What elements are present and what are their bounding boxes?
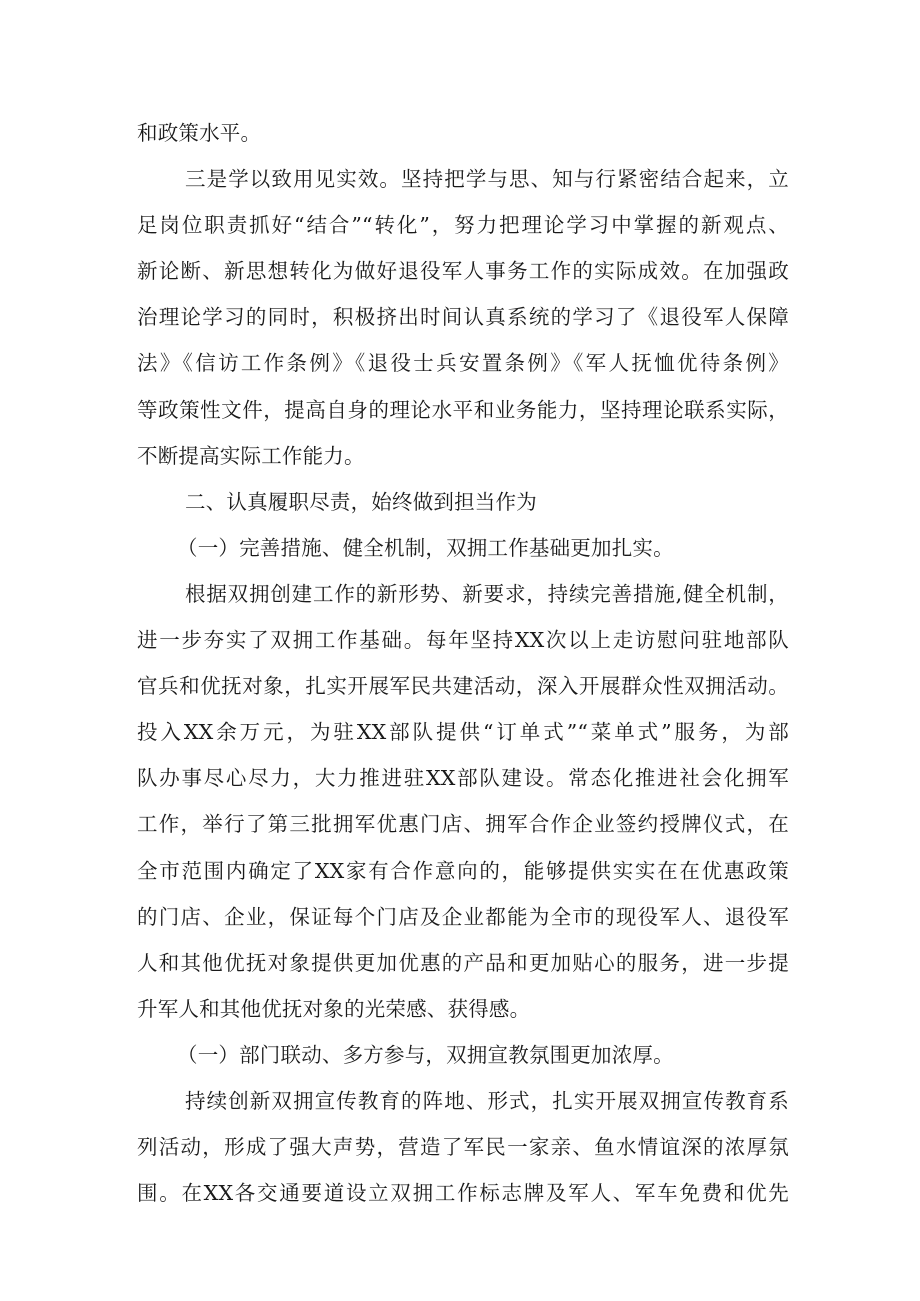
text-line: 持续创新双拥宣传教育的阵地、形式，扎实开展双拥宣传教育系: [185, 1088, 789, 1113]
text-line: 工作，举行了第三批拥军优惠门店、拥军合作企业签约授牌仪式，在: [137, 812, 789, 837]
text-line: 不断提高实际工作能力。: [137, 443, 365, 468]
text-line: 队办事尽心尽力，大力推进驻XX部队建设。常态化推进社会化拥军: [137, 766, 789, 791]
text-line: 治理论学习的同时，积极挤出时间认真系统的学习了《退役军人保障: [137, 305, 789, 330]
text-line: （一）部门联动、多方参与，双拥宣教氛围更加浓厚。: [177, 1042, 674, 1067]
text-line: 投入XX余万元，为驻XX部队提供“订单式”“菜单式”服务，为部: [137, 720, 789, 745]
text-line: 列活动，形成了强大声势，营造了军民一家亲、鱼水情谊深的浓厚氛: [137, 1135, 789, 1160]
text-line: 根据双拥创建工作的新形势、新要求，持续完善措施,健全机制，: [185, 581, 789, 606]
text-line: 新论断、新思想转化为做好退役军人事务工作的实际成效。在加强政: [137, 259, 789, 284]
text-line: 足岗位职责抓好“结合”“转化”，努力把理论学习中掌握的新观点、: [137, 213, 789, 238]
text-line: 人和其他优抚对象提供更加优惠的产品和更加贴心的服务，进一步提: [137, 950, 789, 975]
text-line: 全市范围内确定了XX家有合作意向的，能够提供实实在在优惠政策: [137, 858, 789, 883]
text-line: 法》《信访工作条例》《退役士兵安置条例》《军人抚恤优待条例》: [137, 351, 789, 376]
text-line: 围。在XX各交通要道设立双拥工作标志牌及军人、军车免费和优先: [137, 1181, 789, 1206]
text-line: 官兵和优抚对象，扎实开展军民共建活动，深入开展群众性双拥活动。: [137, 674, 789, 699]
text-line: 等政策性文件，提高自身的理论水平和业务能力，坚持理论联系实际，: [137, 397, 789, 422]
text-line: （一）完善措施、健全机制，双拥工作基础更加扎实。: [177, 535, 674, 560]
text-line: 升军人和其他优抚对象的光荣感、获得感。: [137, 996, 531, 1021]
text-line: 和政策水平。: [137, 121, 262, 145]
document-body: [137, 110, 789, 1216]
text-line: 三是学以致用见实效。坚持把学与思、知与行紧密结合起来，立: [185, 167, 789, 192]
text-line: 二、认真履职尽责，始终做到担当作为: [185, 489, 537, 514]
text-line: 进一步夯实了双拥工作基础。每年坚持XX次以上走访慰问驻地部队: [137, 628, 789, 653]
text-line: 的门店、企业，保证每个门店及企业都能为全市的现役军人、退役军: [137, 904, 789, 929]
